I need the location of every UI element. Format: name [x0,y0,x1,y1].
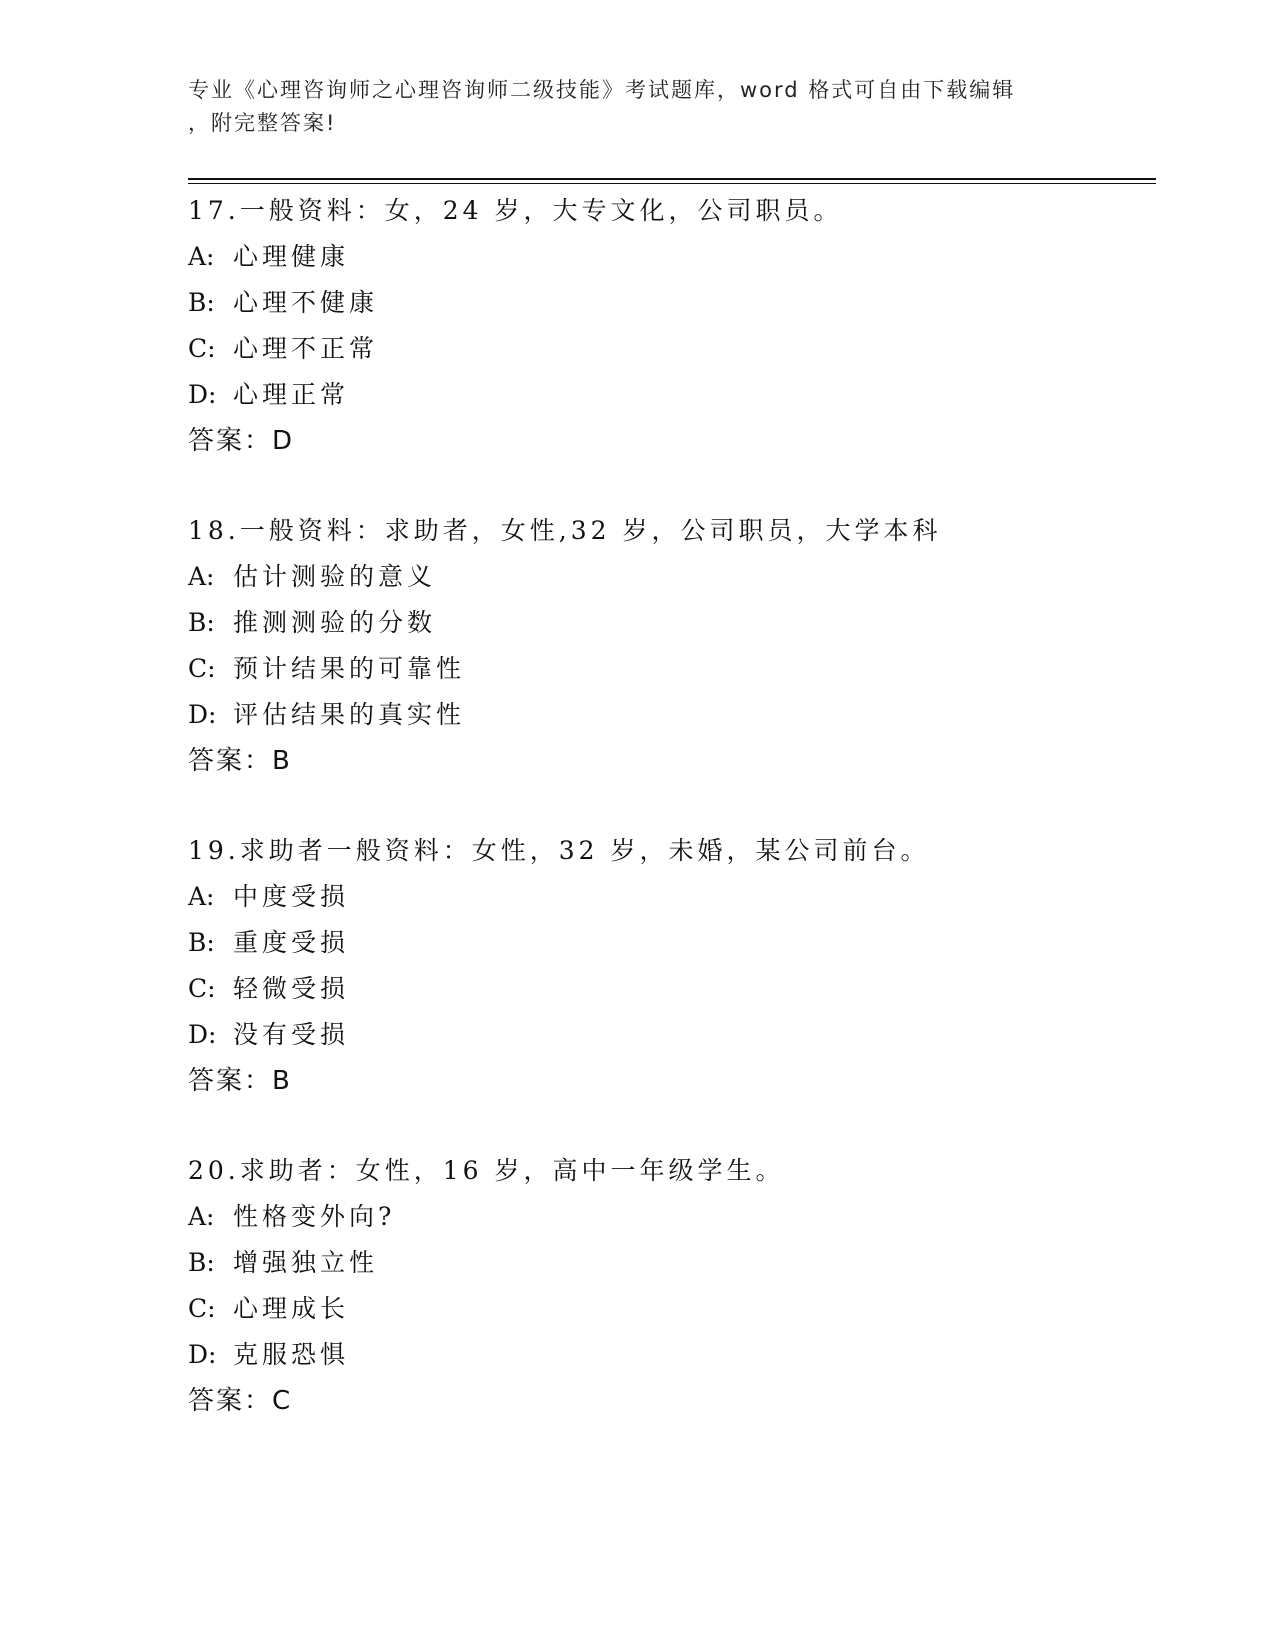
option-label: B: [188,288,215,317]
option-c [188,326,1168,372]
option-c [188,966,1168,1012]
header-divider-thin [188,183,1156,184]
option-label: A: [188,882,215,911]
question-18 [188,508,1168,784]
option-text: 重度受损 [233,928,350,957]
option-a [188,874,1168,920]
option-text: 心理不正常 [233,334,379,363]
option-label: A: [188,1202,215,1231]
option-text: 心理健康 [233,242,350,271]
option-c [188,1286,1168,1332]
option-a [188,1194,1168,1240]
answer-line: 答案：C [188,1386,293,1416]
option-label: B: [188,928,215,957]
option-text: 增强独立性 [233,1248,379,1277]
option-label: D: [188,380,217,409]
option-label: C: [188,974,216,1003]
answer-line: 答案：D [188,426,295,456]
question-stem: 20.求助者：女性，16 岁，高中一年级学生。 [188,1156,785,1185]
option-d [188,372,1168,418]
option-b [188,600,1168,646]
question-stem: 19.求助者一般资料：女性，32 岁，未婚，某公司前台。 [188,836,930,865]
option-text: 预计结果的可靠性 [233,654,466,683]
option-text: 中度受损 [233,882,350,911]
option-label: B: [188,608,215,637]
option-label: B: [188,1248,215,1277]
option-label: D: [188,700,217,729]
option-a [188,234,1168,280]
header-line-2: ，附完整答案! [188,111,337,135]
option-text: 心理成长 [233,1294,350,1323]
question-19 [188,828,1168,1104]
option-text: 心理正常 [233,380,350,409]
header-line-1: 专业《心理咨询师之心理咨询师二级技能》考试题库，word 格式可自由下载编辑 [188,78,1016,102]
option-a [188,554,1168,600]
option-b [188,280,1168,326]
option-label: A: [188,562,215,591]
option-text: 性格变外向? [233,1202,396,1231]
question-stem: 17.一般资料：女，24 岁，大专文化，公司职员。 [188,196,843,225]
question-20 [188,1148,1168,1424]
document-header [188,74,1068,140]
option-label: C: [188,334,216,363]
option-d [188,692,1168,738]
option-b [188,920,1168,966]
option-label: D: [188,1020,217,1049]
answer-line: 答案：B [188,1066,292,1096]
option-label: C: [188,654,216,683]
option-text: 评估结果的真实性 [233,700,466,729]
option-label: C: [188,1294,216,1323]
header-divider-thick [188,178,1156,180]
option-text: 估计测验的意义 [233,562,437,591]
question-stem: 18.一般资料：求助者，女性,32 岁，公司职员，大学本科 [188,516,942,545]
option-text: 没有受损 [233,1020,350,1049]
option-d [188,1332,1168,1378]
option-text: 心理不健康 [233,288,379,317]
option-text: 克服恐惧 [233,1340,350,1369]
option-label: A: [188,242,215,271]
option-c [188,646,1168,692]
option-text: 轻微受损 [233,974,350,1003]
option-label: D: [188,1340,217,1369]
answer-line: 答案：B [188,746,292,776]
option-d [188,1012,1168,1058]
option-text: 推测测验的分数 [233,608,437,637]
question-17 [188,188,1168,464]
option-b [188,1240,1168,1286]
